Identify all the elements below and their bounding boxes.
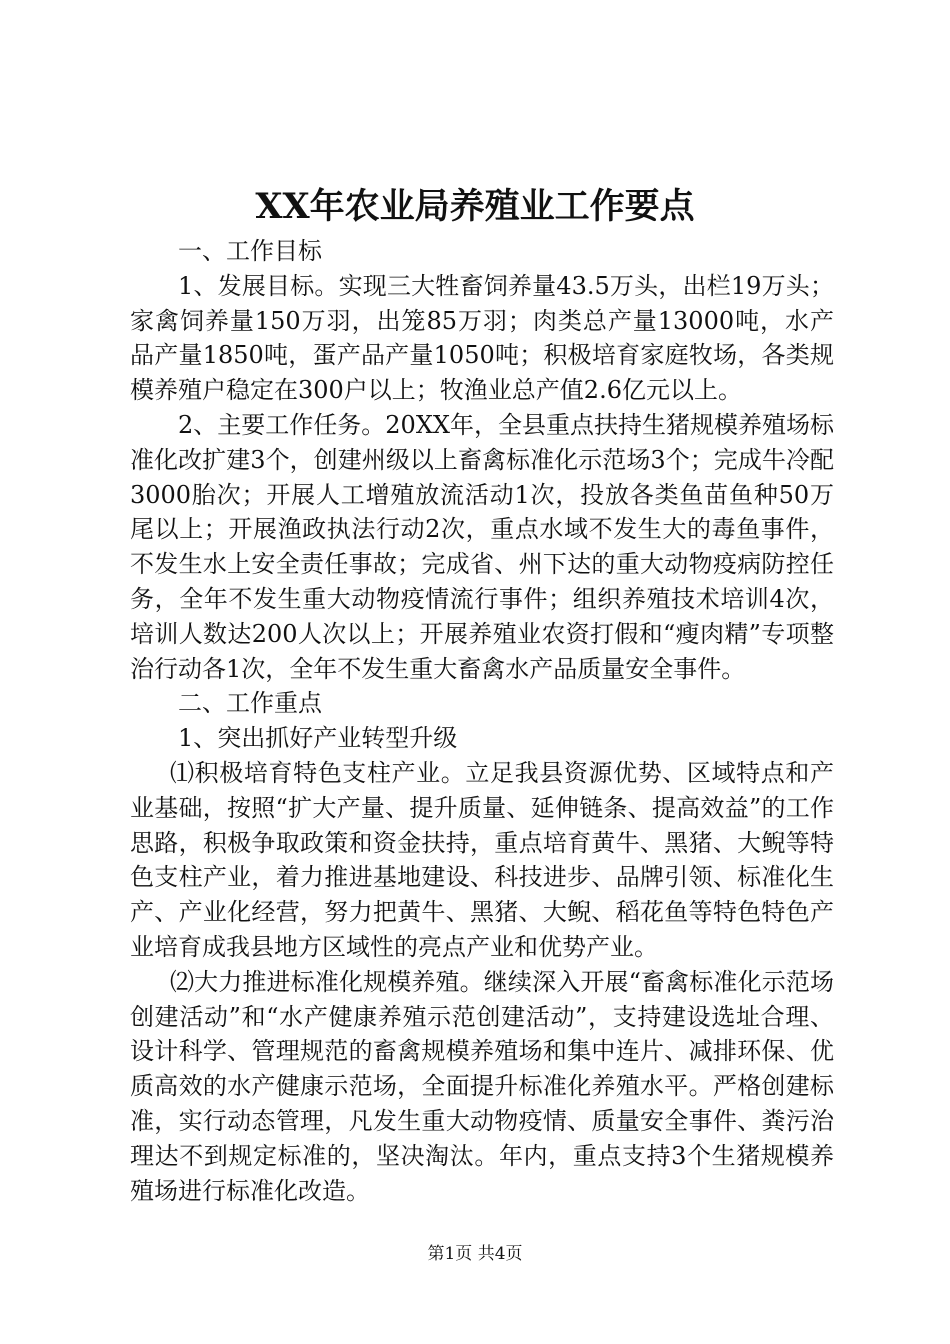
page-footer: 第1页 共4页 [427, 1244, 523, 1264]
paragraph-development-goals: 1、发展目标。实现三大牲畜饲养量43.5万头，出栏19万头；家禽饲养量150万羽，出笼85万羽；肉类总产量13000吨，水产品产量1850吨，蛋产品产量1050吨；积极培育家庭牧场，各类规模养殖户稳定在300户以上；牧渔业总产值2.6亿元以上。 [130, 271, 834, 405]
document-body [130, 234, 834, 1208]
section-heading-goals: 一、工作目标 [178, 237, 322, 265]
section-heading-key-work: 二、工作重点 [178, 689, 322, 718]
paragraph-main-tasks: 2、主要工作任务。20XX年，全县重点扶持生猪规模养殖场标准化改扩建3个，创建州级以上畜禽标准化示范场3个；完成牛冷配3000胎次；开展人工增殖放流活动1次，投放各类鱼苗鱼种50万尾以上；开展渔政执法行动2次，重点水域不发生大的毒鱼事件，不发生水上安全责任事故；完成省、州下达的重大动物疫病防控任务，全年不发生重大动物疫情流行事件；组织养殖技术培训4次，培训人数达200人次以上；开展养殖业农资打假和“瘦肉精”专项整治行动各1次，全年不发生重大畜禽水产品质量安全事件。 [130, 410, 834, 683]
document-title: XX年农业局养殖业工作要点 [255, 186, 695, 227]
paragraph-standardized-breeding: ⑵大力推进标准化规模养殖。继续深入开展“畜禽标准化示范场创建活动”和“水产健康养殖示范创建活动”，支持建设选址合理、设计科学、管理规范的畜禽规模养殖场和集中连片、减排环保、优质高效的水产健康示范场，全面提升标准化养殖水平。严格创建标准，实行动态管理，凡发生重大动物疫情、质量安全事件、粪污治理达不到规定标准的，坚决淘汰。年内，重点支持3个生猪规模养殖场进行标准化改造。 [130, 967, 834, 1205]
subheading-industry-upgrade: 1、突出抓好产业转型升级 [178, 724, 458, 753]
paragraph-featured-industries: ⑴积极培育特色支柱产业。立足我县资源优势、区域特点和产业基础，按照“扩大产量、提升质量、延伸链条、提高效益”的工作思路，积极争取政策和资金扶持，重点培育黄牛、黑猪、大鲵等特色支柱产业，着力推进基地建设、科技进步、品牌引领、标准化生产、产业化经营，努力把黄牛、黑猪、大鲵、稻花鱼等特色特色产业培育成我县地方区域性的亮点产业和优势产业。 [130, 758, 834, 961]
